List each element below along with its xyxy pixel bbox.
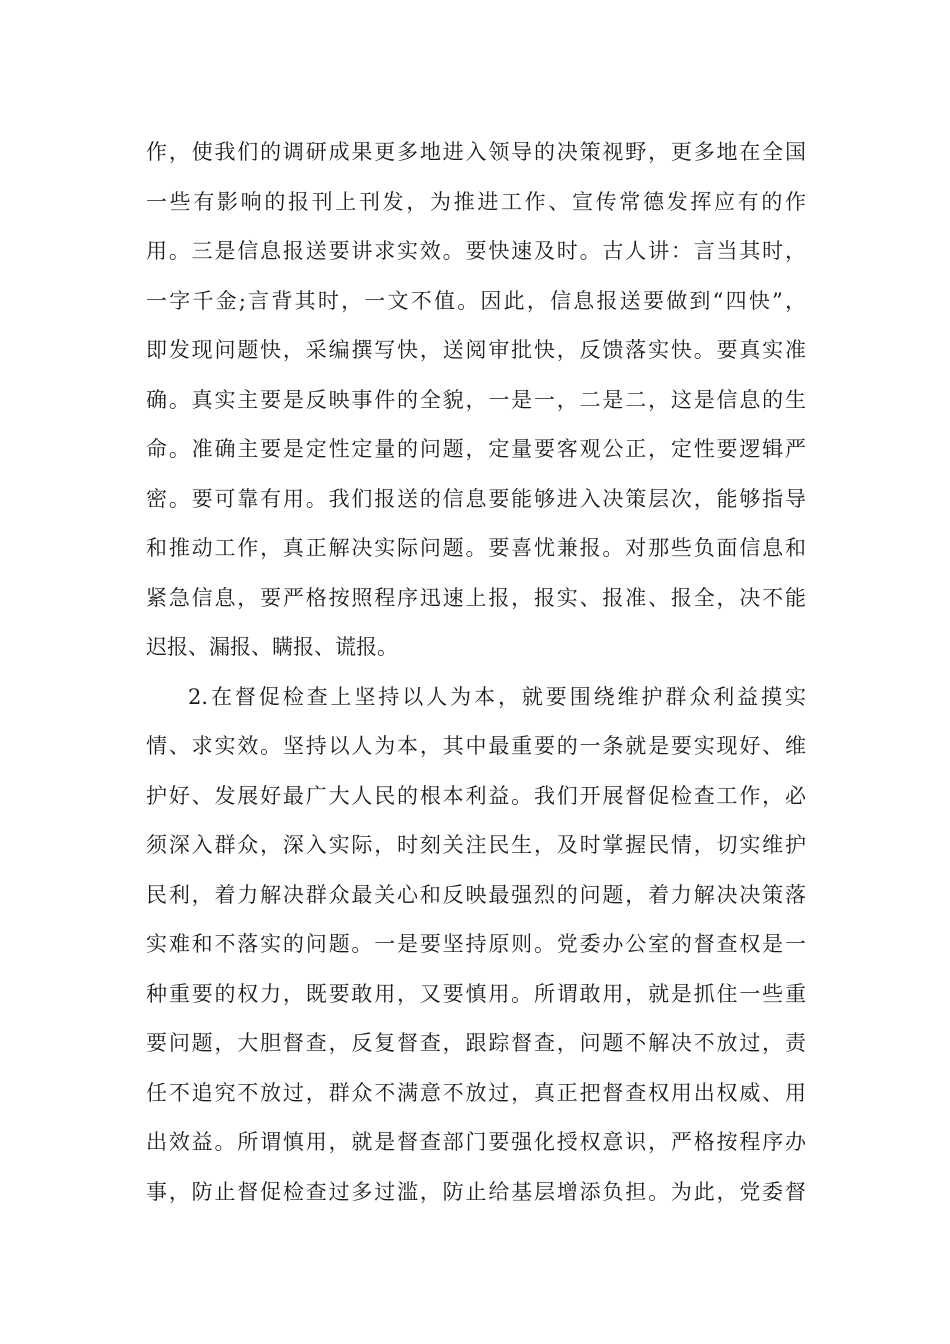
text-line: 和推动工作，真正解决实际问题。要喜忧兼报。对那些负面信息和 — [146, 536, 806, 560]
text-line: 即发现问题快，采编撰写快，送阅审批快，反馈落实快。要真实准 — [146, 338, 806, 362]
text-line: 事，防止督促检查过多过滥，防止给基层增添负担。为此，党委督 — [146, 1179, 806, 1204]
text-line: 2.在督促检查上坚持以人为本，就要围绕维护群众利益摸实 — [188, 684, 806, 709]
text-line: 紧急信息，要严格按照程序迅速上报，报实、报准、报全，决不能 — [146, 585, 806, 610]
text-line: 实难和不落实的问题。一是要坚持原则。党委办公室的督查权是一 — [146, 932, 806, 956]
text-line: 护好、发展好最广大人民的根本利益。我们开展督促检查工作，必 — [146, 783, 806, 808]
text-line: 命。准确主要是定性定量的问题，定量要客观公正，定性要逻辑严 — [146, 437, 806, 461]
text-line: 出效益。所谓慎用，就是督查部门要强化授权意识，严格按程序办 — [146, 1130, 806, 1154]
text-line: 一字千金;言背其时，一文不值。因此，信息报送要做到“四快”， — [146, 288, 806, 313]
text-line: 要问题，大胆督查，反复督查，跟踪督查，问题不解决不放过，责 — [146, 1031, 806, 1055]
text-line: 任不追究不放过，群众不满意不放过，真正把督查权用出权威、用 — [146, 1080, 806, 1105]
text-line: 情、求实效。坚持以人为本，其中最重要的一条就是要实现好、维 — [146, 734, 806, 758]
text-line: 一些有影响的报刊上刊发，为推进工作、宣传常德发挥应有的作 — [146, 189, 806, 214]
text-line: 确。真实主要是反映事件的全貌，一是一，二是二，这是信息的生 — [146, 387, 806, 412]
text-line: 用。三是信息报送要讲求实效。要快速及时。古人讲：言当其时， — [146, 239, 806, 263]
text-line: 民利，着力解决群众最关心和反映最强烈的问题，着力解决决策落 — [146, 882, 806, 907]
body-text — [146, 132, 806, 1221]
text-line: 密。要可靠有用。我们报送的信息要能够进入决策层次，能够指导 — [146, 486, 806, 511]
text-line: 须深入群众，深入实际，时刻关注民生，及时掌握民情，切实维护 — [146, 833, 806, 857]
text-line: 迟报、漏报、瞒报、谎报。 — [146, 635, 398, 659]
text-line: 作，使我们的调研成果更多地进入领导的决策视野，更多地在全国 — [146, 140, 806, 164]
text-line: 种重要的权力，既要敢用，又要慎用。所谓敢用，就是抓住一些重 — [146, 981, 806, 1006]
